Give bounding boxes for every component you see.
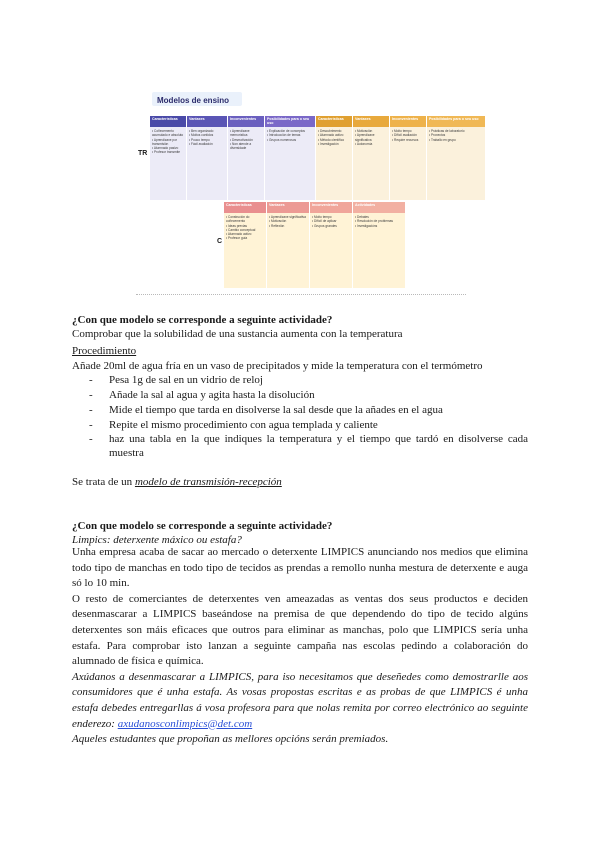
figure-column	[267, 202, 309, 288]
figure-column-item: • Aprendizaxe significativa	[355, 133, 387, 142]
figure-column-item: • Aprendizaxe por transmisión	[152, 138, 184, 147]
figure-column-item: • Aprendizaxe significativa	[269, 215, 307, 219]
figure-column-item: • Moitos contidos	[189, 133, 225, 137]
figure-column-item: • Explicación de conceptos	[267, 129, 313, 133]
figure-column-item: • Require recursos	[392, 138, 424, 142]
step-text: Mide el tiempo que tarda en disolverse la sal desde que la añades en el agua	[109, 404, 443, 416]
paragraph-4: Aqueles estudantes que propoñan as mellores opcións serán premiados.	[72, 733, 389, 746]
answer-1	[72, 475, 282, 489]
figure-column-item: • Cambio conceptual	[226, 228, 264, 232]
figure-column-header: Inconvenientes	[228, 116, 264, 127]
figure-column-item: • Alumnado activo	[226, 232, 264, 236]
figure-column-item: • Difícil de aplicar	[312, 219, 350, 223]
figure-column-item: • Introducción de temas	[267, 133, 313, 137]
figure-column-header: Características	[224, 202, 266, 213]
figure-column-item: • Alumnado activo	[318, 133, 350, 137]
figure-column	[265, 116, 315, 200]
figure-column	[316, 116, 352, 200]
dash-bullet: -	[89, 389, 93, 401]
answer-model: modelo de transmisión-recepción	[134, 476, 282, 488]
figure-column-body	[224, 213, 266, 243]
figure-column-item: • Profesor guía	[226, 236, 264, 240]
figure-column-item: • Grupos grandes	[312, 224, 350, 228]
figure-column-item: • Reflexión	[269, 224, 307, 228]
figure-column-header: Características	[150, 116, 186, 127]
figure-column-item: • Ben organizado	[189, 129, 225, 133]
figure-column-body	[353, 127, 389, 148]
question-2: ¿Con que modelo se corresponde a seguinte actividade?	[72, 520, 333, 532]
figure-column-body	[427, 127, 485, 144]
figure-column-header: Inconvenientes	[390, 116, 426, 127]
figure-column-body	[267, 213, 309, 230]
dash-bullet: -	[89, 404, 93, 416]
figure-column-item: • Grupos numerosos	[267, 138, 313, 142]
figure-column-body	[187, 127, 227, 148]
figure-column-item: • Ideas previas	[226, 224, 264, 228]
figure-column-item: • Coñecemento acumulado e absoluto	[152, 129, 184, 138]
activity-subtitle: Limpics: deterxente máxico ou estafa?	[72, 534, 242, 546]
step-text: haz una tabla en la que indiques la temperatura y el tiempo que tardó en disolverse cada	[109, 433, 528, 445]
figure-column-body	[316, 127, 352, 148]
figure-column-item: • Investigación	[318, 142, 350, 146]
answer-prefix: Se trata de un	[72, 476, 135, 488]
figure-column-body	[150, 127, 186, 157]
figure-column	[353, 116, 389, 200]
figure-column-body	[310, 213, 352, 230]
figure-column-header: Actividades	[353, 202, 405, 213]
email-link[interactable]: axudanosconlimpics@det.com	[117, 717, 253, 730]
figure-column-item: • Motivación	[355, 129, 387, 133]
figure-column-item: • Proxectos	[429, 133, 483, 137]
figure-column-body	[390, 127, 426, 144]
figure-label-center: C	[217, 238, 223, 245]
figure-column	[228, 116, 264, 200]
figure-column-header: Posibilidades para o seu uso	[265, 116, 315, 127]
figure-column-item: • Traballo en grupo	[429, 138, 483, 142]
figure-column-item: • Motivación	[269, 219, 307, 223]
figure-title: Modelos de ensino	[157, 96, 230, 105]
figure-column	[224, 202, 266, 288]
procedure-heading: Procedimiento	[72, 345, 137, 357]
paragraph-2: O resto de comerciantes de deterxentes ven ameazadas as ventas dos seus productos e deciden desenmascarar a LIMPICS baseándose na premisa de que dependendo do tipo de tecido algúns deterxentes son máis eficaces que outros para eliminar as manchas, polo que LIMPICS sería unha estafa. Para comprobar isto lanzan a seguinte campaña nas escolas pedindo a colaboración do alumnado de física e química.	[72, 592, 528, 668]
figure-column-item: • Prácticas de laboratorio	[429, 129, 483, 133]
figure-column-header: Vantaxes	[187, 116, 227, 127]
figure-column-item: • Profesor transmite	[152, 150, 184, 154]
paragraph-3	[72, 670, 528, 732]
figure-column-item: • Moito tempo	[392, 129, 424, 133]
figure-column-item: • Moito tempo	[312, 215, 350, 219]
dash-bullet: -	[89, 433, 93, 445]
figure-column-body	[265, 127, 315, 144]
question-1: ¿Con que modelo se corresponde a seguinte actividade?	[72, 314, 333, 326]
activity-title: Comprobar que la solubilidad de una sustancia aumenta con la temperatura	[72, 328, 403, 340]
figure-column-header: Posibilidades para o seu uso	[427, 116, 485, 127]
figure-column-item: • Resolución de problemas	[355, 219, 403, 223]
figure-column-header: Inconvenientes	[310, 202, 352, 213]
figure-column-item: • Alumnado pasivo	[152, 146, 184, 150]
figure-column-item: • Investigacións	[355, 224, 403, 228]
step-text: Pesa 1g de sal en un vidrio de reloj	[109, 374, 263, 386]
figure-column	[310, 202, 352, 288]
teaching-models-figure	[138, 90, 479, 290]
figure-column-item: • Difícil avaliación	[392, 133, 424, 137]
figure-column	[187, 116, 227, 200]
figure-column-item: • Non atende a diversidade	[230, 142, 262, 151]
figure-column-item: • Pouco tempo	[189, 138, 225, 142]
figure-label-left: TR	[138, 150, 148, 157]
body-text	[72, 545, 528, 748]
figure-column-item: • Aprendizaxe memorística	[230, 129, 262, 138]
dash-bullet: -	[89, 419, 93, 431]
figure-column	[427, 116, 485, 200]
figure-column-item: • Construción do coñecemento	[226, 215, 264, 224]
figure-column-body	[353, 213, 405, 230]
paragraph-1: Unha empresa acaba de sacar ao mercado o deterxente LIMPICS anunciando nos medios que elimina todo tipo de manchas en todo tipo de tecidos as prendas a remollo nunha mestura de deterxente e auga só lo 10 min.	[72, 546, 528, 590]
step-5-continuation: muestra	[109, 447, 144, 459]
figure-column	[353, 202, 405, 288]
figure-column	[150, 116, 186, 200]
figure-column-item: • Método científico	[318, 138, 350, 142]
figure-column-item: • Debates	[355, 215, 403, 219]
procedure-intro: Añade 20ml de agua fría en un vaso de precipitados y mide la temperatura con el termómetro	[72, 360, 483, 372]
figure-column-item: • Descubrimento	[318, 129, 350, 133]
figure-column	[390, 116, 426, 200]
figure-column-item: • Fácil avaliación	[189, 142, 225, 146]
figure-column-header: Características	[316, 116, 352, 127]
dash-bullet: -	[89, 374, 93, 386]
divider	[136, 294, 466, 295]
step-text: Añade la sal al agua y agita hasta la disolución	[109, 389, 315, 401]
step-text: Repite el mismo procedimiento con agua templada y caliente	[109, 419, 378, 431]
figure-column-body	[228, 127, 264, 152]
figure-column-item: • Autonomía	[355, 142, 387, 146]
figure-column-header: Vantaxes	[267, 202, 309, 213]
figure-column-header: Vantaxes	[353, 116, 389, 127]
paragraph-3-text: Axúdanos a desenmascarar a LIMPICS, para iso necesitamos que deseñedes como demostrarlle aos consumidores que é unha estafa. As vosas propostas escritas e as probas de que LIMPICS é unha estafa debedes entregarllas á vosa profesora para que nolas remita por correo electrónico ao seguinte enderezo:	[72, 670, 528, 730]
figure-column-item: • Desmotivación	[230, 138, 262, 142]
